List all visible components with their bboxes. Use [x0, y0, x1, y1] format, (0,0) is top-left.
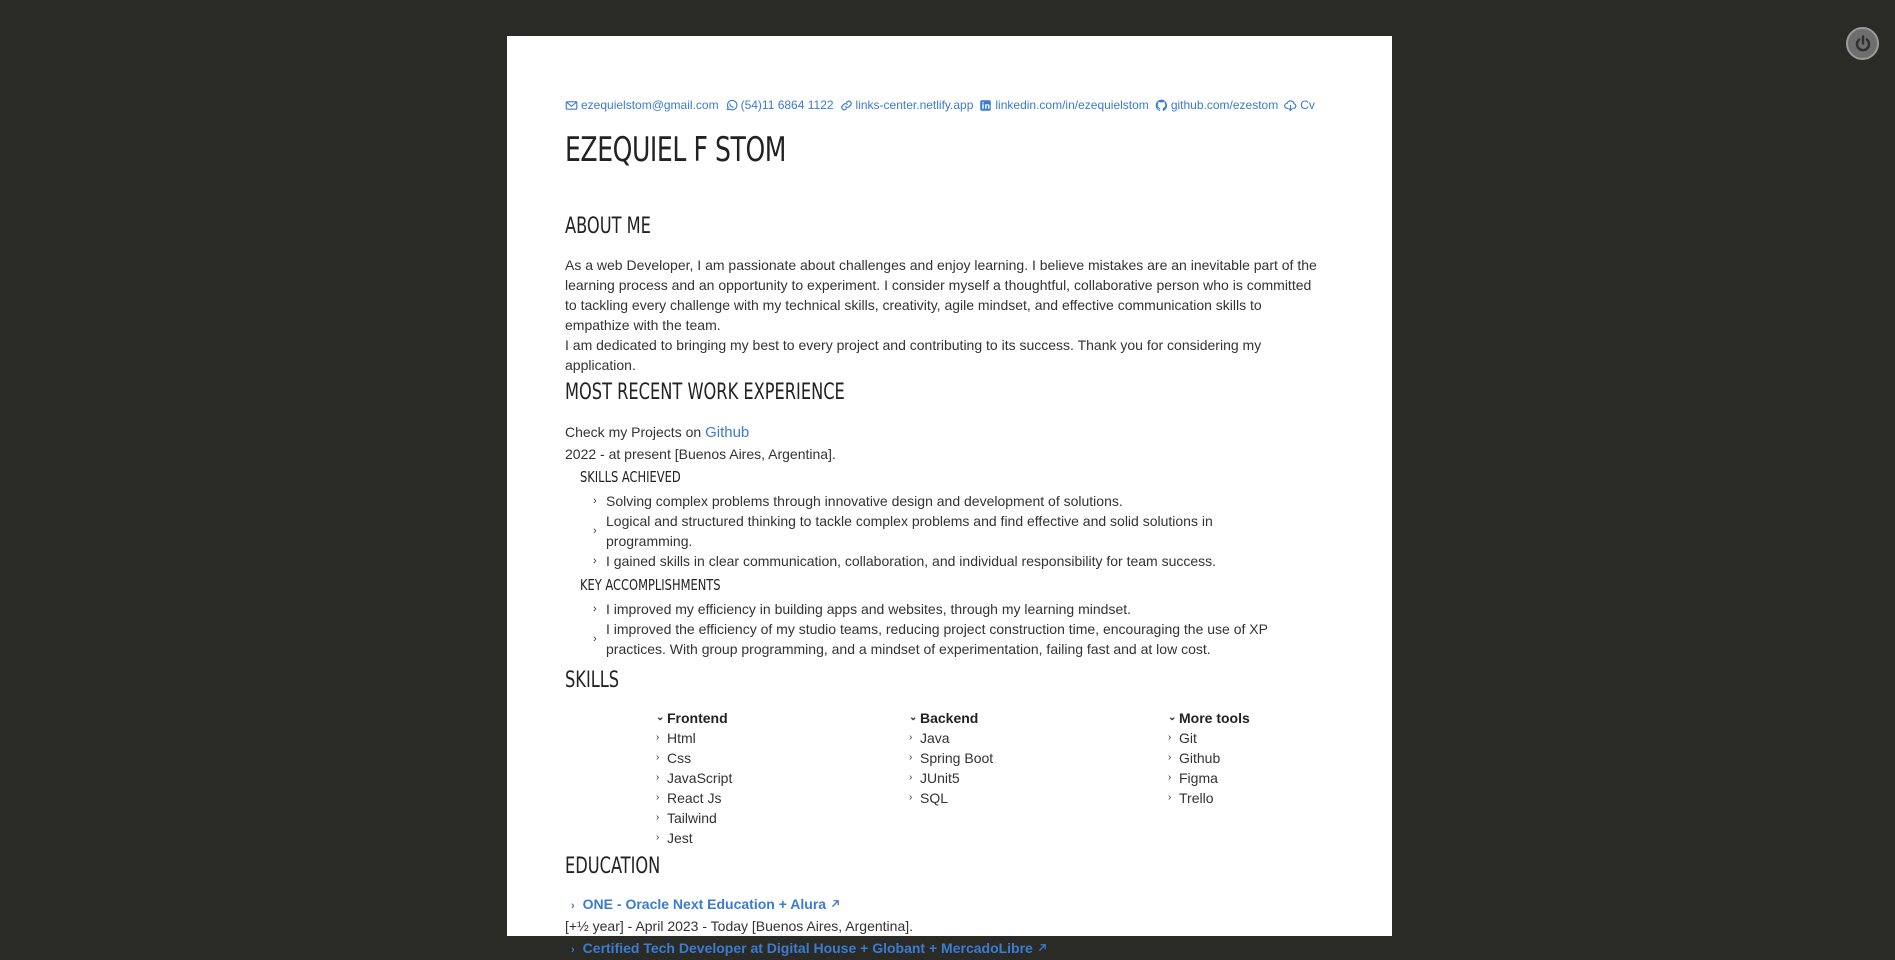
work-period: 2022 - at present [Buenos Aires, Argentina].: [565, 446, 836, 462]
resume-page: [507, 36, 1392, 956]
linkedin-icon: [979, 99, 992, 112]
skills-achieved-list: [593, 491, 1273, 571]
chevron-right-icon: ›: [656, 812, 660, 823]
list-item: [909, 748, 993, 768]
list-item-text: Spring Boot: [920, 750, 994, 766]
cloud-download-icon: [1284, 99, 1297, 112]
skills-column-head-text: More tools: [1179, 710, 1250, 726]
skills-column-more-tools: [1168, 708, 1250, 808]
power-icon: [1853, 34, 1873, 54]
chevron-right-icon: ›: [593, 633, 597, 645]
list-item: [593, 511, 1273, 551]
chevron-down-icon: ⌄: [1168, 712, 1177, 723]
whatsapp-icon: [725, 99, 738, 112]
skills-column-frontend: [656, 708, 732, 848]
list-item: [593, 551, 1273, 571]
chevron-right-icon: ›: [909, 792, 913, 803]
key-accomplishments-title: KEY ACCOMPLISHMENTS: [580, 576, 721, 594]
list-item-text: Logical and structured thinking to tackle complex problems and find effective and solid solutions in programming.: [606, 513, 1213, 549]
list-item: [909, 788, 993, 808]
list-item-text: I gained skills in clear communication, collaboration, and individual responsibility for team success.: [606, 553, 1217, 569]
chevron-right-icon: ›: [593, 525, 597, 537]
skills-column-backend: [909, 708, 993, 808]
contact-email-text: ezequielstom@gmail.com: [581, 98, 719, 112]
contact-linkedin-text: linkedin.com/in/ezequielstom: [995, 98, 1149, 112]
chevron-right-icon: ›: [909, 772, 913, 783]
about-paragraph-1: As a web Developer, I am passionate about challenges and enjoy learning. I believe mistakes are an inevitable part of the learning process and an opportunity to experiment. I consider myself a thoughtful, collaborative person who is committed to tackling every challenge with my technical skills, creativity, agile mindset, and effective communication skills to empathize with the team.: [565, 257, 1317, 333]
contact-email[interactable]: [565, 98, 719, 112]
skills-column-head[interactable]: [1168, 708, 1250, 728]
chevron-down-icon: ⌄: [909, 712, 918, 723]
mail-icon: [565, 99, 578, 112]
chevron-right-icon: ›: [656, 732, 660, 743]
chevron-right-icon: ›: [571, 900, 575, 912]
list-item: [1168, 788, 1250, 808]
skills-column-head[interactable]: [909, 708, 993, 728]
chevron-right-icon: ›: [1168, 772, 1172, 783]
about-title: ABOUT ME: [565, 214, 651, 239]
skills-column-head[interactable]: [656, 708, 732, 728]
work-title: MOST RECENT WORK EXPERIENCE: [565, 380, 845, 405]
about-paragraph-2: I am dedicated to bringing my best to every project and contributing to its success. Thank you for considering my application.: [565, 337, 1262, 373]
chevron-right-icon: ›: [571, 944, 575, 956]
education-item-name: ONE - Oracle Next Education + Alura: [582, 896, 827, 912]
chevron-right-icon: ›: [593, 603, 597, 615]
external-link-icon: [1037, 942, 1048, 953]
list-item-text: Git: [1179, 730, 1197, 746]
education-item-period: [+½ year] - April 2023 - Today [Buenos Aires, Argentina].: [565, 918, 914, 934]
power-button[interactable]: [1846, 27, 1879, 60]
chevron-right-icon: ›: [593, 555, 597, 567]
list-item: [656, 788, 732, 808]
contact-github-text: github.com/ezestom: [1170, 98, 1279, 112]
list-item-text: I improved the efficiency of my studio teams, reducing project construction time, encouraging the use of XP practices. With group programming, and a mindset of experimentation, failing fast and at low cost.: [606, 621, 1268, 657]
list-item-text: Trello: [1179, 790, 1214, 806]
chevron-right-icon: ›: [1168, 752, 1172, 763]
list-item: [1168, 768, 1250, 788]
chevron-right-icon: ›: [656, 752, 660, 763]
list-item-text: Solving complex problems through innovative design and development of solutions.: [606, 493, 1123, 509]
chevron-right-icon: ›: [1168, 732, 1172, 743]
list-item: [1168, 728, 1250, 748]
list-item: [656, 748, 732, 768]
github-projects-link[interactable]: Github: [705, 424, 750, 441]
education-item-link[interactable]: [571, 938, 1048, 960]
contact-website-text: links-center.netlify.app: [855, 98, 974, 112]
contact-phone[interactable]: [725, 98, 834, 112]
chevron-right-icon: ›: [593, 495, 597, 507]
skills-title: SKILLS: [565, 668, 620, 693]
skills-column-head-text: Backend: [920, 710, 979, 726]
chevron-right-icon: ›: [909, 752, 913, 763]
education-item-link[interactable]: [571, 894, 841, 916]
list-item-text: React Js: [667, 790, 722, 806]
list-item: [593, 599, 1273, 619]
contact-cv-download[interactable]: [1284, 98, 1315, 112]
list-item: [1168, 748, 1250, 768]
list-item-text: Github: [1179, 750, 1221, 766]
check-projects-text: Check my Projects on: [565, 424, 702, 440]
list-item: [656, 768, 732, 788]
chevron-right-icon: ›: [909, 732, 913, 743]
list-item-text: Figma: [1179, 770, 1218, 786]
link-icon: [840, 99, 853, 112]
candidate-name: EZEQUIEL F STOM: [565, 130, 787, 170]
chevron-right-icon: ›: [1168, 792, 1172, 803]
contact-linkedin[interactable]: [979, 98, 1148, 112]
skills-column-head-text: Frontend: [667, 710, 728, 726]
chevron-right-icon: ›: [656, 772, 660, 783]
list-item-text: Jest: [667, 830, 693, 846]
list-item: [593, 619, 1273, 659]
contact-website[interactable]: [840, 98, 974, 112]
education-title: EDUCATION: [565, 854, 661, 879]
list-item-text: Html: [667, 730, 696, 746]
list-item-text: Java: [920, 730, 950, 746]
chevron-down-icon: ⌄: [656, 712, 665, 723]
list-item-text: SQL: [920, 790, 949, 806]
list-item: [656, 808, 732, 828]
list-item-text: JUnit5: [920, 770, 960, 786]
list-item-text: Css: [667, 750, 692, 766]
skills-achieved-title: SKILLS ACHIEVED: [580, 468, 681, 486]
chevron-right-icon: ›: [656, 792, 660, 803]
list-item: [656, 728, 732, 748]
contact-github[interactable]: [1155, 98, 1278, 112]
list-item: [909, 728, 993, 748]
github-icon: [1155, 99, 1168, 112]
contact-phone-text: (54)11 6864 1122: [740, 98, 834, 112]
list-item-text: Tailwind: [667, 810, 717, 826]
key-accomplishments-list: [593, 599, 1273, 659]
list-item: [656, 828, 732, 848]
contact-bar: [565, 98, 1335, 112]
external-link-icon: [830, 898, 841, 909]
list-item: [909, 768, 993, 788]
list-item-text: JavaScript: [667, 770, 733, 786]
list-item: [593, 491, 1273, 511]
chevron-right-icon: ›: [656, 832, 660, 843]
contact-cv-text: Cv: [1300, 98, 1315, 112]
education-item-name: Certified Tech Developer at Digital House + Globant + MercadoLibre: [582, 940, 1033, 956]
check-projects-line: [565, 422, 749, 443]
list-item-text: I improved my efficiency in building apps and websites, through my learning mindset.: [606, 601, 1132, 617]
